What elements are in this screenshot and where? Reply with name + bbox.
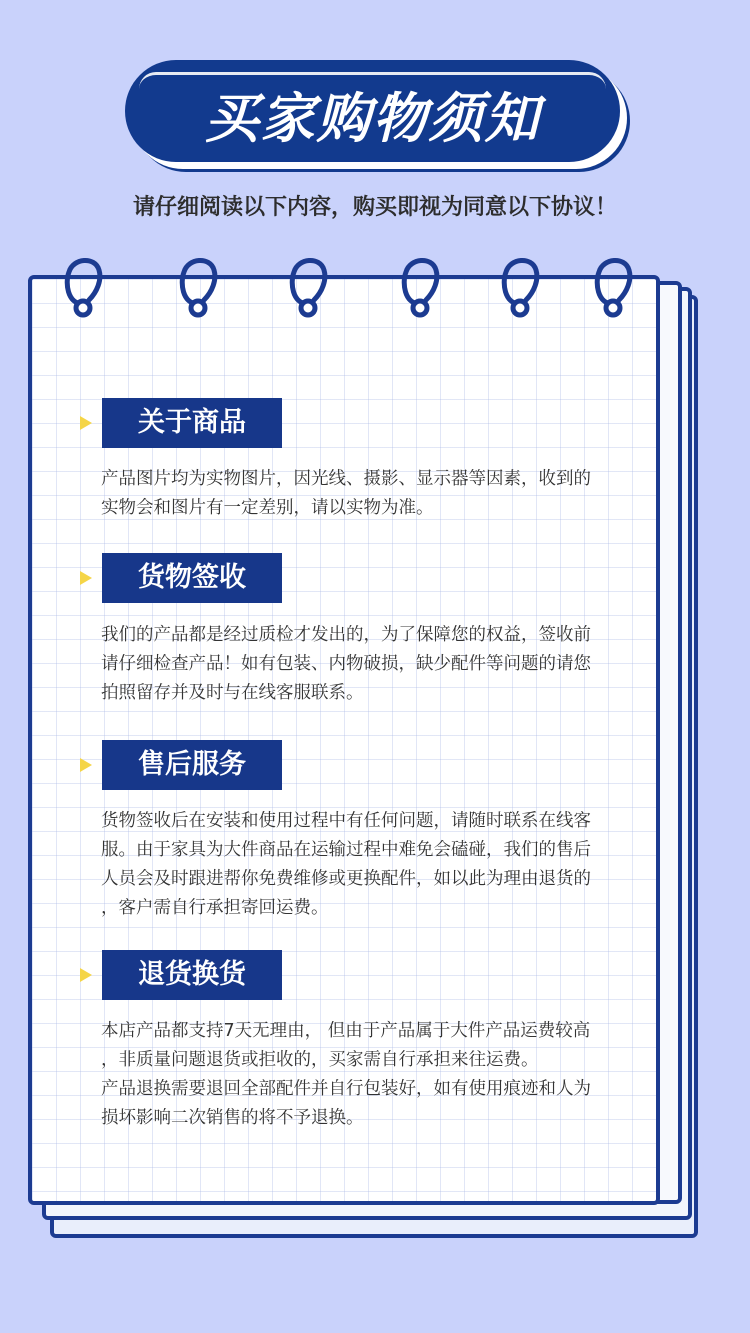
- text-line: 请仔细检查产品！如有包装、内物破损，缺少配件等问题的请您: [101, 654, 591, 674]
- text-line: 服。由于家具为大件商品在运输过程中难免会磕碰，我们的售后: [101, 840, 591, 860]
- section-body: [101, 807, 639, 923]
- section-title: 售后服务: [102, 740, 282, 790]
- text-line: 我们的产品都是经过质检才发出的，为了保障您的权益，签收前: [101, 625, 591, 645]
- text-line: 货物签收后在安装和使用过程中有任何问题，请随时联系在线客: [101, 811, 591, 831]
- spiral-ring-icon: [63, 252, 103, 322]
- spiral-ring-icon: [288, 252, 328, 322]
- text-line: 产品退换需要退回全部配件并自行包装好，如有使用痕迹和人为: [101, 1079, 591, 1099]
- text-line: 拍照留存并及时与在线客服联系。: [101, 683, 364, 703]
- text-line: 损坏影响二次销售的将不予退换。: [101, 1108, 364, 1128]
- arrow-right-icon: [80, 758, 92, 772]
- section-title: 关于商品: [102, 398, 282, 448]
- title-pill: [125, 60, 620, 162]
- title-banner: [125, 60, 630, 172]
- spiral-ring-icon: [400, 252, 440, 322]
- spiral-ring-icon: [500, 252, 540, 322]
- text-line: 实物会和图片有一定差别，请以实物为准。: [101, 498, 434, 518]
- section-title: 货物签收: [102, 553, 282, 603]
- arrow-right-icon: [80, 571, 92, 585]
- page-title: 买家购物须知: [204, 87, 541, 150]
- text-line: ，客户需自行承担寄回运费。: [101, 898, 329, 918]
- spiral-ring-icon: [593, 252, 633, 322]
- text-line: 产品图片均为实物图片，因光线、摄影、显示器等因素，收到的: [101, 469, 591, 489]
- text-line: 人员会及时跟进帮你免费维修或更换配件，如以此为理由退货的: [101, 869, 591, 889]
- section-body: [101, 621, 639, 708]
- text-line: 本店产品都支持7天无理由， 但由于产品属于大件产品运费较高: [101, 1021, 591, 1041]
- arrow-right-icon: [80, 416, 92, 430]
- section-header: [80, 553, 290, 605]
- text-line: ，非质量问题退货或拒收的，买家需自行承担来往运费。: [101, 1050, 539, 1070]
- section-header: [80, 740, 290, 792]
- spiral-ring-icon: [178, 252, 218, 322]
- section-header: [80, 950, 290, 1002]
- subtitle: 请仔细阅读以下内容，购买即视为同意以下协议！: [132, 195, 617, 220]
- arrow-right-icon: [80, 968, 92, 982]
- section-body: [101, 465, 639, 523]
- section-header: [80, 398, 290, 450]
- section-title: 退货换货: [102, 950, 282, 1000]
- section-body: [101, 1017, 639, 1133]
